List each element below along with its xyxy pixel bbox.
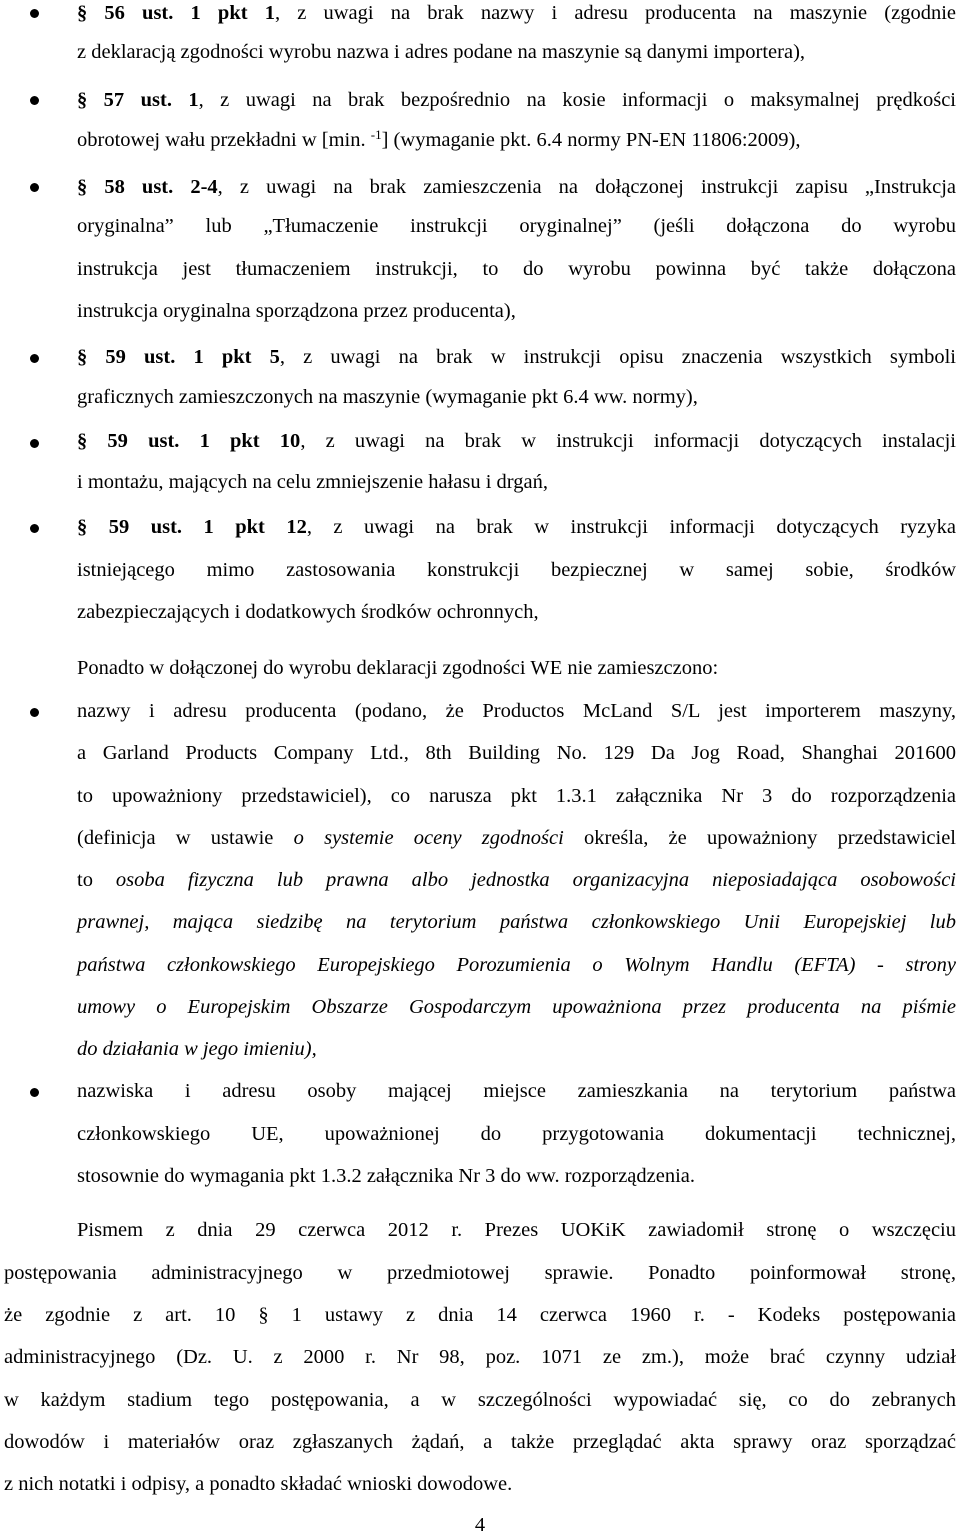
decl-producer-line-7: państwa członkowskiego Europejskiego Porozumienia o Wolnym Handlu (EFTA) - strony: [77, 954, 956, 976]
closing-line-7: z nich notatki i odpisy, a ponadto składać wnioski dowodowe.: [4, 1473, 513, 1495]
decl-producer-line-6: prawnej, mająca siedzibę na terytorium państwa członkowskiego Unii Europejskiej lub: [77, 911, 956, 933]
decl-person-line-1: nazwiska i adresu osoby mającej miejsce zamieszkania na terytorium państwa: [77, 1080, 956, 1102]
declaration-intro: Ponadto w dołączonej do wyrobu deklaracji zgodności WE nie zamieszczono:: [77, 657, 719, 679]
decl-person-line-3: stosownie do wymagania pkt 1.3.2 załącznika Nr 3 do ww. rozporządzenia.: [77, 1165, 696, 1187]
bullet-icon: [30, 1088, 39, 1097]
item-56-line-1: § 56 ust. 1 pkt 1, z uwagi na brak nazwy i adresu producenta na maszynie (zgodnie: [77, 2, 956, 24]
closing-line-1: Pismem z dnia 29 czerwca 2012 r. Prezes UOKiK zawiadomił stronę o wszczęciu: [77, 1219, 956, 1241]
item-59-pkt10-line-2: i montażu, mających na celu zmniejszenie hałasu i drgań,: [77, 471, 548, 493]
closing-line-5: w każdym stadium tego postępowania, a w szczególności wypowiadać się, co do zebranych: [4, 1389, 956, 1411]
item-56-line-2: z deklaracją zgodności wyrobu nazwa i adres podane na maszynie są danymi importera),: [77, 41, 806, 63]
decl-producer-line-3: to upoważniony przedstawiciel), co narusza pkt 1.3.1 załącznika Nr 3 do rozporządzenia: [77, 785, 956, 807]
item-59-pkt5-line-1: § 59 ust. 1 pkt 5, z uwagi na brak w instrukcji opisu znaczenia wszystkich symboli: [77, 346, 956, 368]
bullet-icon: [30, 439, 39, 448]
item-59-pkt12-line-1: § 59 ust. 1 pkt 12, z uwagi na brak w instrukcji informacji dotyczących ryzyka: [77, 516, 957, 538]
bullet-icon: [30, 9, 39, 18]
item-57-line-2: obrotowej wału przekładni w [min. $^{-1}$] (wymaganie pkt. 6.4 normy PN-EN 11806:2009),: [77, 127, 801, 151]
decl-person-line-2: członkowskiego UE, upoważnionej do przygotowania dokumentacji technicznej,: [77, 1123, 956, 1145]
item-58-line-2: oryginalna” lub „Tłumaczenie instrukcji oryginalnej” (jeśli dołączona do wyrobu: [77, 215, 956, 237]
bullet-icon: [30, 183, 39, 192]
decl-producer-line-5: to osoba fizyczna lub prawna albo jednostka organizacyjna nieposiadająca osobowości: [77, 869, 956, 891]
closing-line-3: że zgodnie z art. 10 § 1 ustawy z dnia 14 czerwca 1960 r. - Kodeks postępowania: [4, 1304, 956, 1326]
item-59-pkt5-line-2: graficznych zamieszczonych na maszynie (wymaganie pkt 6.4 ww. normy),: [77, 386, 698, 408]
closing-line-2: postępowania administracyjnego w przedmiotowej sprawie. Ponadto poinformował stronę,: [4, 1262, 956, 1284]
decl-producer-line-4: (definicja w ustawie o systemie oceny zgodności określa, że upoważniony przedstawiciel: [77, 827, 957, 849]
bullet-icon: [30, 354, 39, 363]
closing-line-4: administracyjnego (Dz. U. z 2000 r. Nr 98, poz. 1071 ze zm.), może brać czynny udział: [4, 1346, 956, 1368]
bullet-icon: [30, 96, 39, 105]
item-59-pkt12-line-2: istniejącego mimo zastosowania konstrukcji bezpiecznej w samej sobie, środków: [77, 559, 956, 581]
decl-producer-line-1: nazwy i adresu producenta (podano, że Productos McLand S/L jest importerem maszyny,: [77, 700, 956, 722]
closing-line-6: dowodów i materiałów oraz zgłaszanych żądań, a także przeglądać akta sprawy oraz sporządzać: [4, 1431, 956, 1453]
item-58-line-4: instrukcja oryginalna sporządzona przez producenta),: [77, 300, 516, 322]
bullet-icon: [30, 524, 39, 533]
decl-producer-line-2: a Garland Products Company Ltd., 8th Building No. 129 Da Jog Road, Shanghai 201600: [77, 742, 956, 764]
decl-producer-line-8: umowy o Europejskim Obszarze Gospodarczym upoważniona przez producenta na piśmie: [77, 996, 956, 1018]
bullet-icon: [30, 708, 39, 717]
item-59-pkt10-line-1: § 59 ust. 1 pkt 10, z uwagi na brak w instrukcji informacji dotyczących instalacji: [77, 430, 956, 452]
item-58-line-1: § 58 ust. 2-4, z uwagi na brak zamieszczenia na dołączonej instrukcji zapisu „Instrukcja: [77, 176, 956, 198]
decl-producer-line-9: do działania w jego imieniu),: [77, 1038, 317, 1060]
page-number: 4: [474, 1514, 486, 1536]
item-58-line-3: instrukcja jest tłumaczeniem instrukcji, to do wyrobu powinna być także dołączona: [77, 258, 956, 280]
item-57-line-1: § 57 ust. 1, z uwagi na brak bezpośrednio na kosie informacji o maksymalnej prędkości: [77, 89, 956, 111]
item-59-pkt12-line-3: zabezpieczających i dodatkowych środków ochronnych,: [77, 601, 539, 623]
